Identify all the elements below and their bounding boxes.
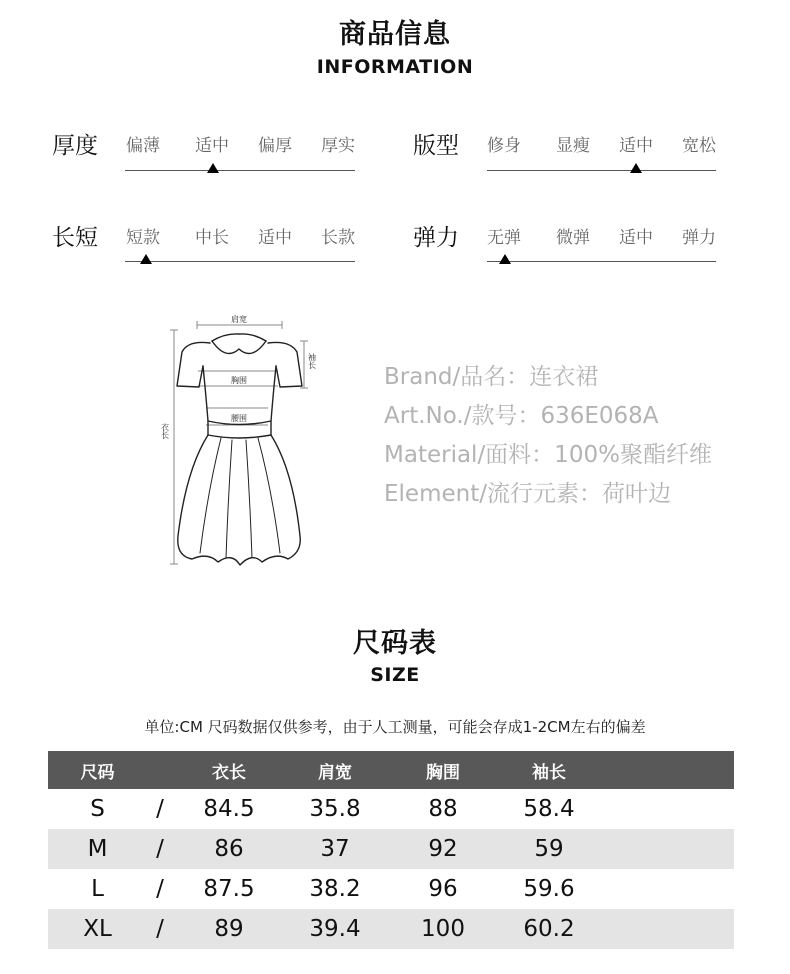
cell-sleeve: 60.2: [501, 909, 597, 949]
cell-shoulder: 35.8: [309, 796, 361, 822]
info-title: 商品信息: [339, 19, 451, 50]
selected-marker-icon: [630, 163, 642, 173]
element-text: Element/流行元素：荷叶边: [384, 481, 671, 507]
header-shoulder: 肩宽: [285, 751, 385, 789]
attribute-option: 宽松: [682, 136, 716, 156]
size-title: 尺码表: [353, 628, 437, 659]
cell-chest: 96: [428, 876, 458, 902]
attribute-option: 适中: [619, 228, 653, 248]
cell-shoulder: 38.2: [309, 876, 361, 902]
header-size: 尺码: [48, 751, 147, 789]
attribute-option: 无弹: [487, 228, 521, 248]
size-note: 单位:CM 尺码数据仅供参考，由于人工测量，可能会存成1-2CM左右的偏差: [144, 718, 646, 736]
attribute-option: 适中: [258, 228, 292, 248]
cell-shoulder: 37: [285, 829, 385, 869]
material-text: Material/面料：100%聚酯纤维: [384, 442, 712, 468]
attribute-option: 中长: [195, 228, 229, 248]
shoulder-label: 肩宽: [231, 315, 247, 324]
selected-marker-icon: [207, 163, 219, 173]
cell-sleeve: 59: [501, 829, 597, 869]
cell-size: M: [48, 829, 147, 869]
cell: /: [147, 909, 173, 949]
waist-label: 腰围: [231, 414, 247, 423]
size-subtitle: SIZE: [370, 664, 420, 686]
size-table: [48, 751, 734, 949]
cell-chest: 88: [428, 796, 458, 822]
chest-label: 胸围: [231, 376, 247, 385]
table-row: [48, 789, 734, 829]
cell: /: [156, 876, 164, 902]
length-label: 衣长: [160, 423, 170, 439]
cell-chest: 92: [385, 829, 501, 869]
brand-text: Brand/品名：连衣裙: [384, 364, 599, 390]
scale-line: [487, 261, 716, 262]
cell: [597, 869, 734, 909]
header-chest: 胸围: [385, 751, 501, 789]
dress-diagram: [160, 305, 330, 575]
selected-marker-icon: [140, 254, 152, 264]
cell-length: 89: [173, 909, 285, 949]
sleeve-label: 袖长: [307, 353, 317, 369]
header-blank: [597, 751, 734, 789]
scale-line: [125, 261, 355, 262]
cell: [597, 909, 734, 949]
info-subtitle: INFORMATION: [316, 56, 474, 78]
attribute-option: 修身: [487, 136, 521, 156]
cell: [597, 789, 734, 829]
header-sleeve: 袖长: [501, 751, 597, 789]
attribute-option: 偏厚: [258, 136, 292, 156]
header-blank: [147, 751, 173, 789]
cell: /: [156, 796, 164, 822]
attribute-label: 版型: [413, 133, 459, 159]
cell-chest: 100: [385, 909, 501, 949]
scale-line: [487, 170, 716, 171]
attribute-label: 厚度: [52, 133, 98, 159]
attribute-label: 弹力: [413, 225, 459, 251]
attribute-label: 长短: [52, 225, 98, 251]
attribute-option: 适中: [619, 136, 653, 156]
cell-size: L: [91, 876, 104, 902]
attribute-option: 弹力: [682, 228, 716, 248]
table-row: [48, 909, 734, 949]
attribute-option: 短款: [126, 228, 160, 248]
cell-length: 84.5: [203, 796, 255, 822]
scale-line: [125, 170, 355, 171]
cell-sleeve: 58.4: [523, 796, 575, 822]
header-length: 衣长: [173, 751, 285, 789]
attribute-option: 厚实: [321, 136, 355, 156]
attribute-option: 长款: [321, 228, 355, 248]
table-row: [48, 829, 734, 869]
attribute-option: 微弹: [556, 228, 590, 248]
attribute-option: 显瘦: [556, 136, 590, 156]
cell-length: 86: [173, 829, 285, 869]
cell: /: [147, 829, 173, 869]
selected-marker-icon: [499, 254, 511, 264]
table-header-row: [48, 751, 734, 789]
cell-shoulder: 39.4: [285, 909, 385, 949]
cell: [597, 829, 734, 869]
attribute-option: 偏薄: [126, 136, 160, 156]
attribute-option: 适中: [195, 136, 229, 156]
cell-size: S: [90, 796, 105, 822]
cell-size: XL: [48, 909, 147, 949]
art-no-text: Art.No./款号：636E068A: [384, 403, 659, 429]
table-row: [48, 869, 734, 909]
cell-length: 87.5: [203, 876, 255, 902]
cell-sleeve: 59.6: [523, 876, 575, 902]
